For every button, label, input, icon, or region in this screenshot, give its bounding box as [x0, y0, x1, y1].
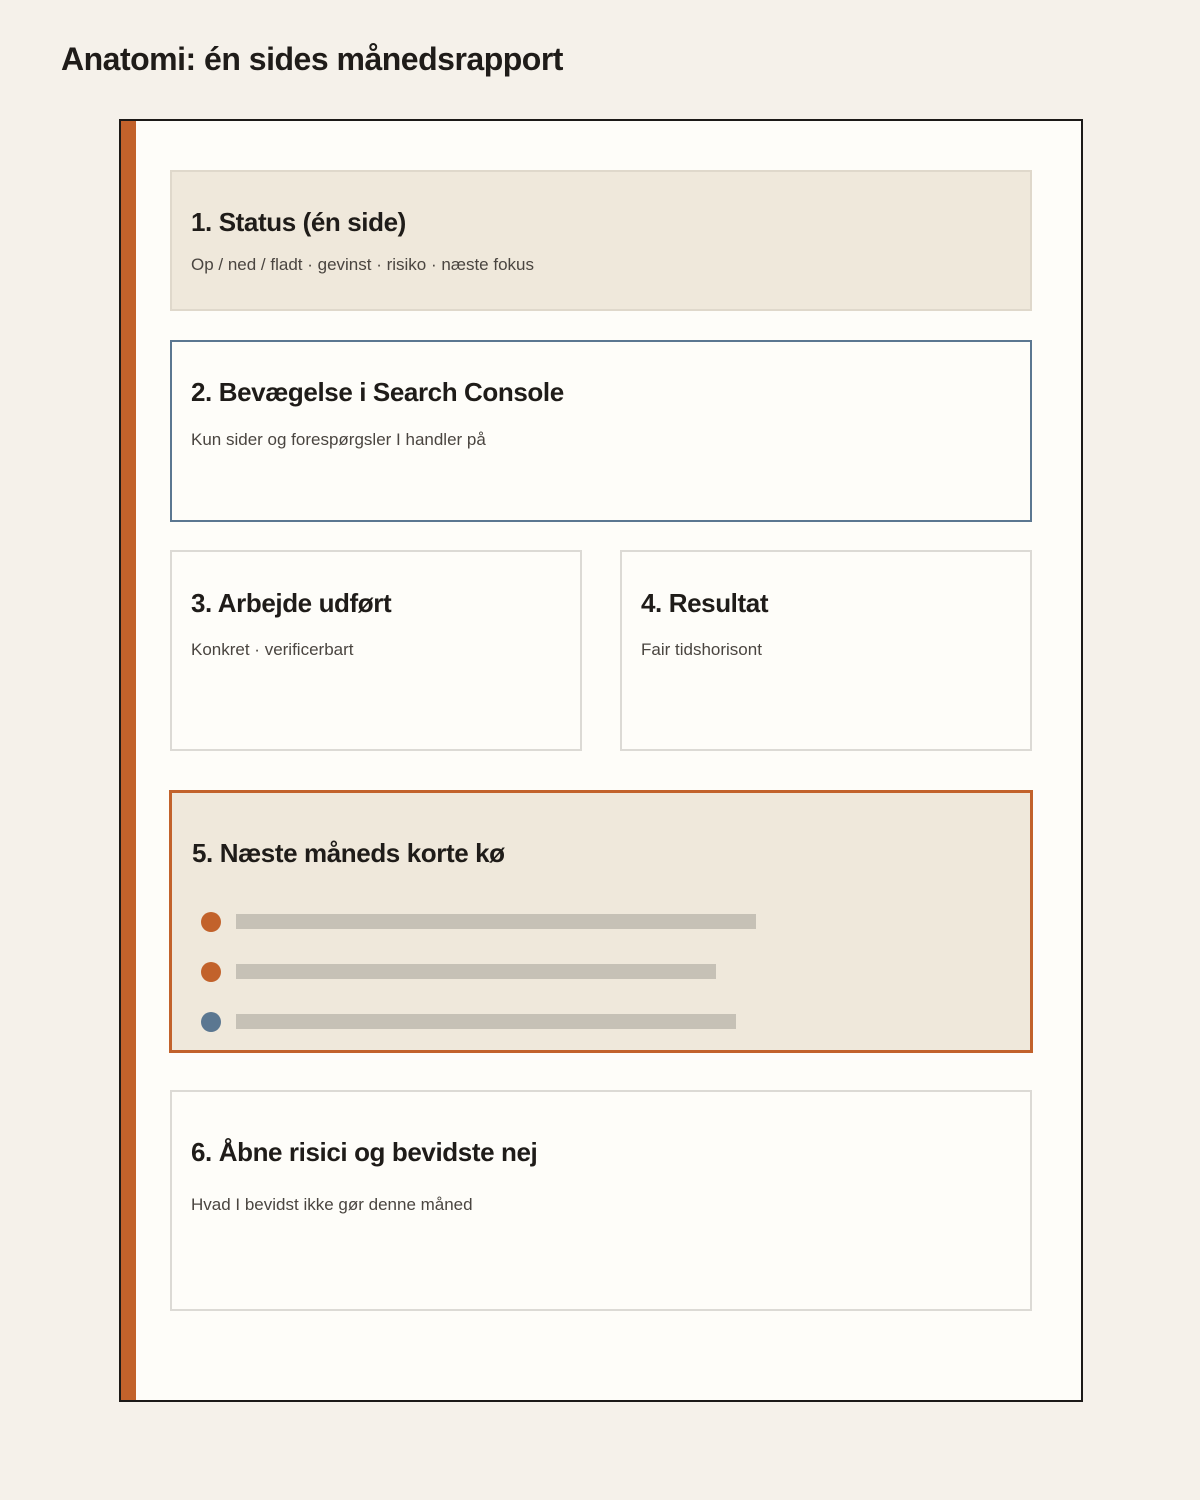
- work-done-caption: Konkret · verificerbart: [191, 640, 354, 659]
- status-caption: Op / ned / fladt · gevinst · risiko · næste fokus: [191, 255, 534, 274]
- risks-heading: 6. Åbne risici og bevidste nej: [191, 1137, 538, 1167]
- status-heading: 1. Status (én side): [191, 207, 406, 237]
- page-title: Anatomi: én sides månedsrapport: [61, 41, 563, 77]
- report-page: [119, 119, 1083, 1402]
- bullet-dot-icon: [201, 912, 221, 932]
- bullet-dot-icon: [201, 962, 221, 982]
- result-caption: Fair tidshorisont: [641, 640, 762, 659]
- placeholder-text-line: [236, 964, 716, 979]
- placeholder-text-line: [236, 914, 756, 929]
- search-console-caption: Kun sider og forespørgsler I handler på: [191, 430, 486, 449]
- status-section: [170, 170, 1032, 311]
- accent-bar: [121, 121, 136, 1400]
- risks-section: [170, 1090, 1032, 1311]
- search-console-heading: 2. Bevægelse i Search Console: [191, 377, 564, 407]
- work-done-heading: 3. Arbejde udført: [191, 588, 392, 618]
- placeholder-text-line: [236, 1014, 736, 1029]
- queue-heading: 5. Næste måneds korte kø: [192, 838, 505, 868]
- result-heading: 4. Resultat: [641, 588, 769, 618]
- result-section: [620, 550, 1032, 751]
- search-console-section: [170, 340, 1032, 522]
- work-done-section: [170, 550, 582, 751]
- risks-caption: Hvad I bevidst ikke gør denne måned: [191, 1195, 473, 1214]
- bullet-dot-icon: [201, 1012, 221, 1032]
- next-month-queue-section: [169, 790, 1033, 1053]
